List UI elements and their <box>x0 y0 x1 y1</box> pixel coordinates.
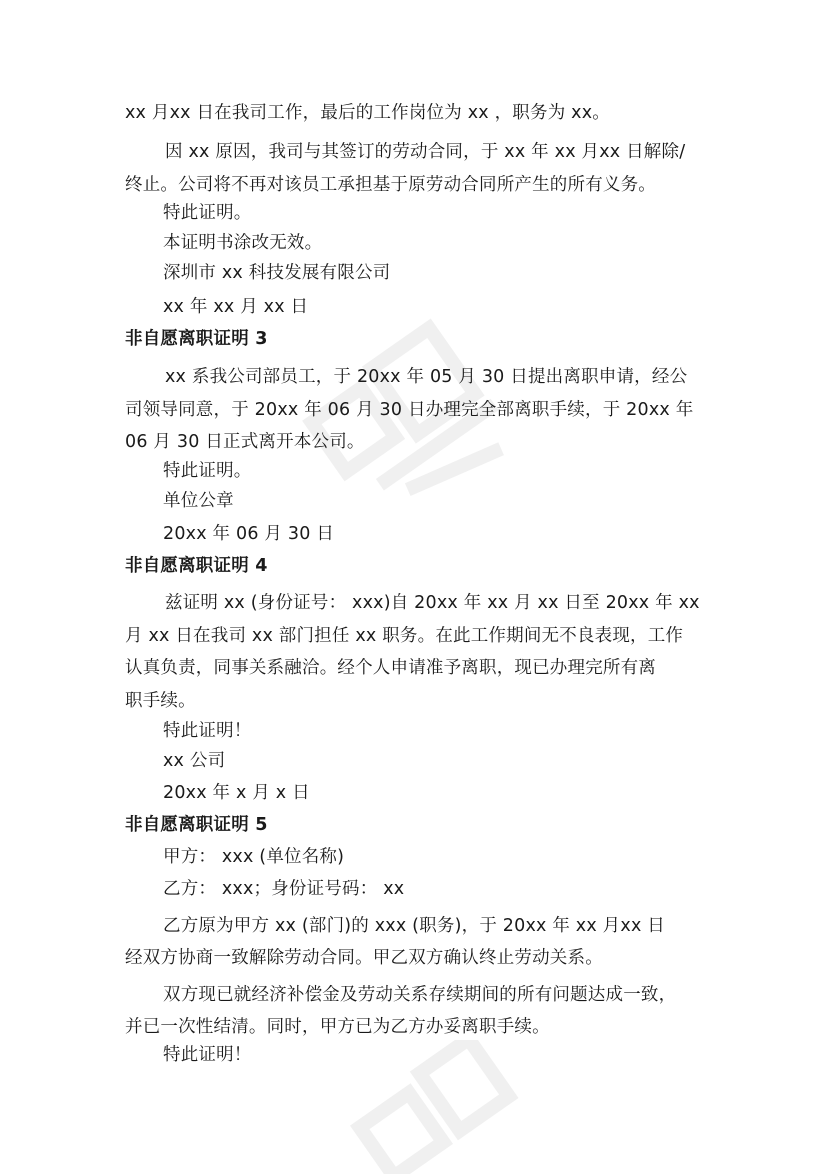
paragraph-line: 经双方协商一致解除劳动合同。甲乙双方确认终止劳动关系。 <box>125 948 603 968</box>
paragraph-line: 特此证明！ <box>163 1045 252 1065</box>
paragraph-line: xx 系我公司部员工，于 20xx 年 05 月 30 日提出离职申请，经公 <box>165 367 688 387</box>
paragraph-line: 乙方原为甲方 xx (部门)的 xxx (职务)，于 20xx 年 xx 月xx 日 <box>163 916 665 936</box>
section-heading: 非自愿离职证明 4 <box>125 556 268 576</box>
paragraph-line: 特此证明。 <box>163 461 252 481</box>
paragraph-line: 甲方： xxx (单位名称) <box>163 847 345 867</box>
paragraph-line: 并已一次性结清。同时，甲方已为乙方办妥离职手续。 <box>125 1017 550 1037</box>
watermark-logo <box>330 1040 550 1174</box>
paragraph-line: 单位公章 <box>163 491 234 511</box>
date-line: 20xx 年 x 月 x 日 <box>163 783 310 803</box>
paragraph-line: 兹证明 xx (身份证号： xxx)自 20xx 年 xx 月 xx 日至 20xx 年 xx <box>165 593 700 613</box>
paragraph-line: 月 xx 日在我司 xx 部门担任 xx 职务。在此工作期间无不良表现，工作 <box>125 626 684 646</box>
paragraph-line: 特此证明！ <box>163 721 252 741</box>
section-heading: 非自愿离职证明 5 <box>125 815 268 835</box>
paragraph-line: 乙方： xxx；身份证号码： xx <box>163 879 405 899</box>
company-name: 深圳市 xx 科技发展有限公司 <box>163 263 391 283</box>
paragraph-line: xx 月xx 日在我司工作，最后的工作岗位为 xx ，职务为 xx。 <box>125 103 610 123</box>
paragraph-line: 终止。公司将不再对该员工承担基于原劳动合同所产生的所有义务。 <box>125 175 656 195</box>
paragraph-line: 双方现已就经济补偿金及劳动关系存续期间的所有问题达成一致， <box>163 985 677 1005</box>
date-line: 20xx 年 06 月 30 日 <box>163 524 335 544</box>
paragraph-line: 因 xx 原因，我司与其签订的劳动合同，于 xx 年 xx 月xx 日解除/ <box>165 142 686 162</box>
paragraph-line: 职手续。 <box>125 691 196 711</box>
paragraph-line: 06 月 30 日正式离开本公司。 <box>125 432 365 452</box>
paragraph-line: 司领导同意，于 20xx 年 06 月 30 日办理完全部离职手续，于 20xx 年 <box>125 400 694 420</box>
paragraph-line: 本证明书涂改无效。 <box>163 233 323 253</box>
company-name: xx 公司 <box>163 751 226 771</box>
paragraph-line: 认真负责，同事关系融洽。经个人申请准予离职，现已办理完所有离 <box>125 658 656 678</box>
section-heading: 非自愿离职证明 3 <box>125 329 268 349</box>
paragraph-line: 特此证明。 <box>163 203 252 223</box>
date-line: xx 年 xx 月 xx 日 <box>163 297 309 317</box>
